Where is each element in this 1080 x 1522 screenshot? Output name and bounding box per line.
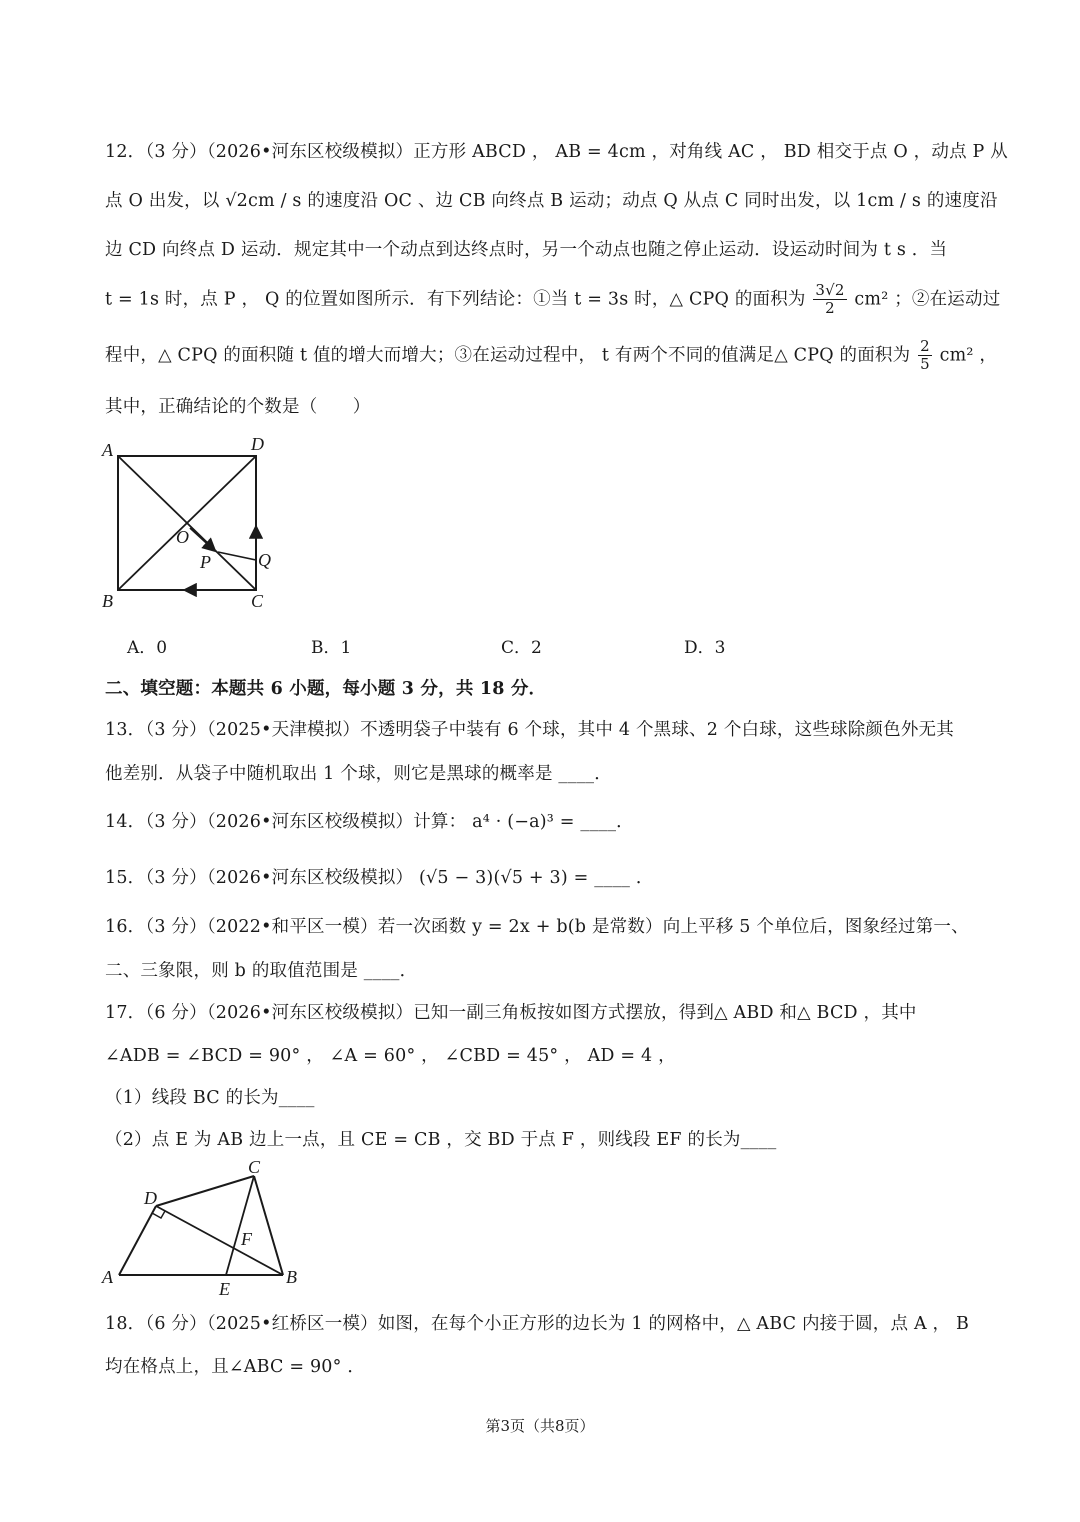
label-b: B [286, 1267, 297, 1287]
q12-line-5-tail: cm² ， [939, 345, 998, 366]
label-b: B [102, 591, 113, 611]
q13-line-2: 他差别．从袋子中随机取出 1 个球，则它是黑球的概率是 ____． [105, 764, 612, 784]
q12-line-4 [105, 282, 1000, 318]
q12-line-5 [105, 338, 997, 374]
label-a: A [102, 1267, 113, 1287]
q12-line-2: 点 O 出发，以 √2cm / s 的速度沿 OC 、边 CB 向终点 B 运动；动点 Q 从点 C 同时出发，以 1cm / s 的速度沿 [105, 191, 998, 211]
option-b: B．1 [311, 638, 352, 658]
option-c: C．2 [501, 638, 542, 658]
q12-line-4-text: t = 1s 时，点 P ， Q 的位置如图所示．有下列结论：①当 t = 3s 时，△ CPQ 的面积为 [105, 289, 806, 310]
triangle-abdc-figure [100, 1155, 310, 1300]
q16-line-2: 二、三象限，则 b 的取值范围是 ____． [105, 961, 418, 981]
segment-ce [226, 1176, 254, 1275]
q18-line-2: 均在格点上，且∠ABC = 90° ． [105, 1357, 366, 1377]
q17-line-2: ∠ADB = ∠BCD = 90° ， ∠A = 60° ， ∠CBD = 45° ， AD = 4 ， [105, 1046, 676, 1066]
label-d: D [144, 1188, 157, 1208]
fraction-numerator: 2 [920, 337, 930, 355]
q12-line-4-tail: cm² ；②在运动过 [854, 289, 1001, 310]
fraction-3root2-over-2 [813, 282, 846, 318]
fraction-numerator: 3√2 [815, 281, 845, 299]
option-d: D．3 [684, 638, 726, 658]
q12-line-6: 其中，正确结论的个数是（ ） [105, 397, 371, 417]
label-e: E [219, 1279, 230, 1299]
q12-line-3: 边 CD 向终点 D 运动．规定其中一个动点到达终点时，另一个动点也随之停止运动．设运动时间为 t s ．当 [105, 240, 948, 260]
segment-cb [254, 1176, 283, 1275]
label-o: O [176, 527, 189, 547]
q12-line-5-text: 程中，△ CPQ 的面积随 t 值的增大而增大；③在运动过程中， t 有两个不同的值满足△ CPQ 的面积为 [105, 345, 911, 366]
q14-line-1: 14．（3 分）（2026•河东区校级模拟）计算： a⁴ · (−a)³ = ____． [105, 812, 634, 832]
page-footer: 第3页（共8页） [485, 1417, 595, 1435]
segment-ad [119, 1206, 156, 1275]
label-a: A [102, 440, 113, 460]
label-c: C [251, 591, 264, 611]
q15-line-1: 15．（3 分）（2026•河东区校级模拟） (√5 − 3)(√5 + 3) = ____ ． [105, 868, 654, 888]
q18-line-1: 18．（6 分）（2025•红桥区一模）如图，在每个小正方形的边长为 1 的网格中，△ ABC 内接于圆，点 A ， B [105, 1314, 970, 1334]
label-p: P [200, 552, 211, 572]
q17-line-1: 17．（6 分）（2026•河东区校级模拟）已知一副三角板按如图方式摆放，得到△ ABD 和△ BCD ，其中 [105, 1003, 917, 1023]
fraction-2-over-5 [918, 338, 932, 374]
label-q: Q [258, 550, 271, 570]
q12-line-1: 12．（3 分）（2026•河东区校级模拟）正方形 ABCD ， AB = 4cm ，对角线 AC ， BD 相交于点 O ，动点 P 从 [105, 142, 1008, 162]
section-2-title: 二、填空题：本题共 6 小题，每小题 3 分，共 18 分． [105, 679, 547, 699]
fraction-denominator: 2 [825, 299, 835, 318]
label-f: F [241, 1229, 252, 1249]
fraction-denominator: 5 [920, 355, 930, 374]
right-angle-mark [152, 1211, 165, 1218]
q16-line-1: 16．（3 分）（2022•和平区一模）若一次函数 y = 2x + b(b 是常数）向上平移 5 个单位后，图象经过第一、 [105, 917, 969, 937]
label-c: C [248, 1157, 261, 1177]
label-d: D [251, 434, 264, 454]
segment-dc [156, 1176, 254, 1206]
q17-sub-2: （2）点 E 为 AB 边上一点，且 CE = CB ，交 BD 于点 F ，则线段 EF 的长为____ [105, 1130, 777, 1150]
segment-db [156, 1206, 283, 1275]
q13-line-1: 13．（3 分）（2025•天津模拟）不透明袋子中装有 6 个球，其中 4 个黑球、2 个白球，这些球除颜色外无其 [105, 720, 954, 740]
option-a: A．0 [127, 638, 168, 658]
q17-sub-1: （1）线段 BC 的长为____ [105, 1088, 315, 1108]
square-abcd-figure [100, 432, 280, 612]
p-direction-arrow [190, 528, 214, 550]
